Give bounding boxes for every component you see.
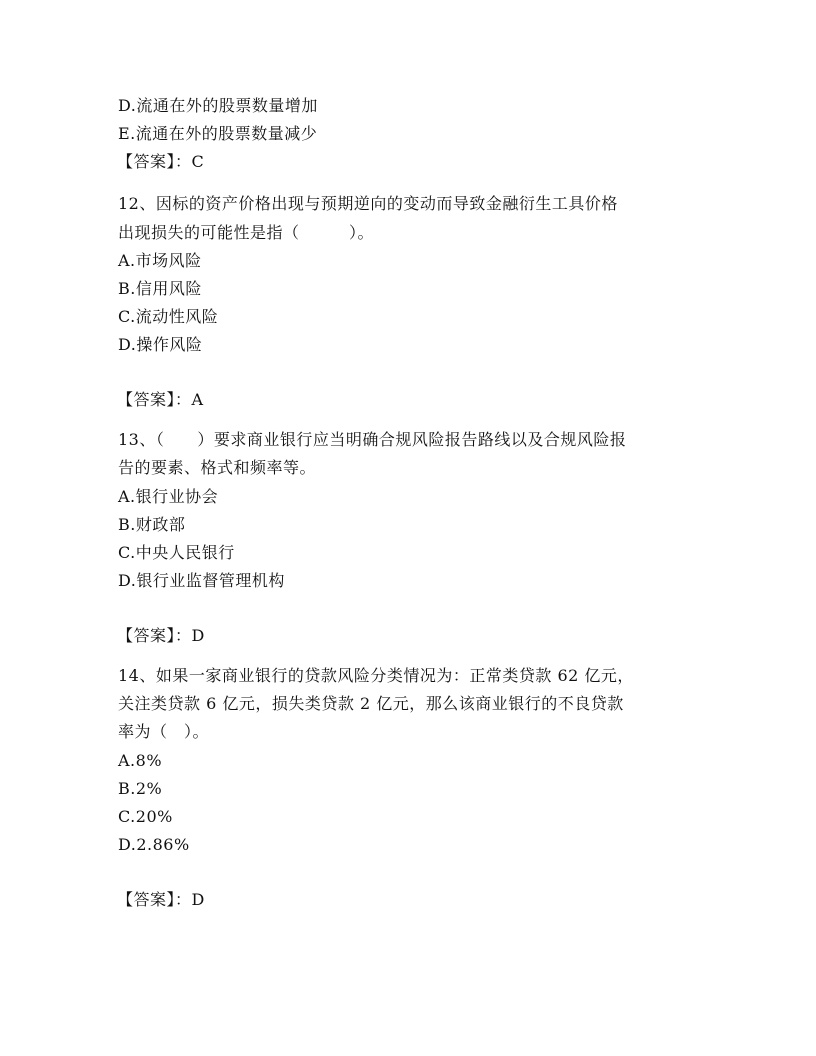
q14-option-b: B.2% bbox=[118, 779, 163, 798]
q13-stem-line2: 告的要素、格式和频率等。 bbox=[118, 458, 317, 477]
q13-option-c: C.中央人民银行 bbox=[118, 543, 235, 562]
q12-option-c: C.流动性风险 bbox=[118, 307, 219, 326]
q13-option-b: B.财政部 bbox=[118, 515, 186, 534]
q13-stem-line1: 13、（ ）要求商业银行应当明确合规风险报告路线以及合规风险报 bbox=[118, 430, 627, 449]
q12-stem-line2: 出现损失的可能性是指（ ）。 bbox=[118, 223, 375, 242]
q12-option-d: D.操作风险 bbox=[118, 335, 203, 354]
q12-stem-line1: 12、因标的资产价格出现与预期逆向的变动而导致金融衍生工具价格 bbox=[118, 194, 618, 213]
q13-option-d: D.银行业监督管理机构 bbox=[118, 571, 285, 590]
q12-option-b: B.信用风险 bbox=[118, 279, 202, 298]
q14-answer: 【答案】：D bbox=[117, 890, 205, 909]
q14-option-c: C.20% bbox=[118, 807, 173, 826]
q12-option-a: A.市场风险 bbox=[118, 251, 202, 270]
prev-answer: 【答案】：C bbox=[117, 152, 205, 171]
q14-stem-line2: 关注类贷款 6 亿元，损失类贷款 2 亿元，那么该商业银行的不良贷款 bbox=[118, 694, 624, 713]
q13-option-a: A.银行业协会 bbox=[118, 487, 219, 506]
prev-option-e: E.流通在外的股票数量减少 bbox=[118, 124, 318, 143]
q14-option-a: A.8% bbox=[118, 751, 163, 770]
q14-stem-line3: 率为（ ）。 bbox=[118, 722, 210, 741]
prev-option-d: D.流通在外的股票数量增加 bbox=[118, 96, 318, 115]
q12-answer: 【答案】：A bbox=[117, 390, 204, 409]
q14-stem-line1: 14、如果一家商业银行的贷款风险分类情况为：正常类贷款 62 亿元， bbox=[118, 666, 634, 685]
q14-option-d: D.2.86% bbox=[118, 835, 190, 854]
q13-answer: 【答案】：D bbox=[117, 626, 205, 645]
